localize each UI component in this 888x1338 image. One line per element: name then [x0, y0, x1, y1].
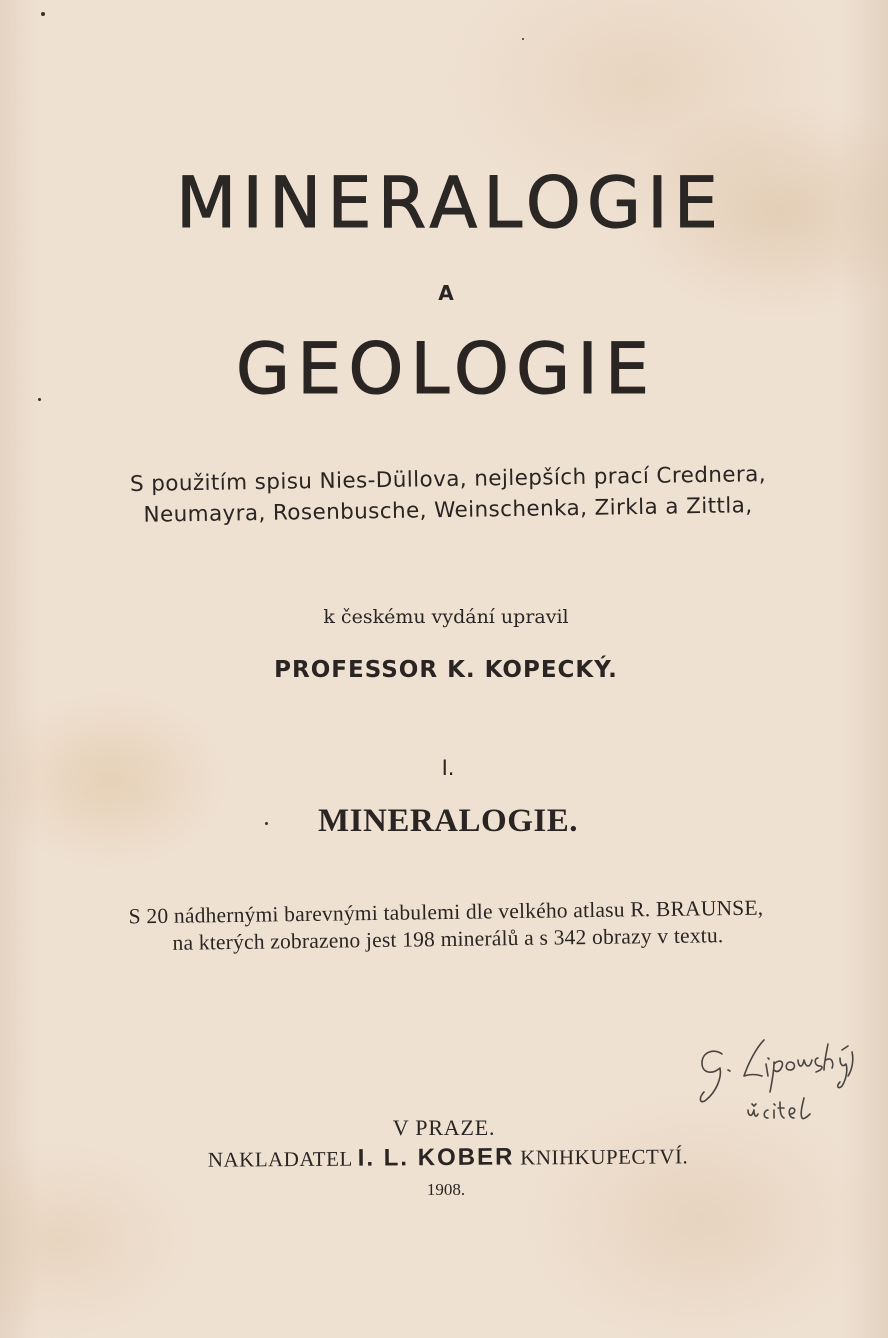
ink-speck [41, 12, 45, 16]
author-name: PROFESSOR K. KOPECKÝ. [274, 657, 618, 683]
ink-speck [265, 822, 268, 825]
volume-number: I. [441, 756, 455, 780]
plates-note-line-2: na kterých zobrazeno jest 198 minerálů a s 342 obrazy v textu. [172, 923, 724, 955]
publisher-suffix: KNIHKUPECTVÍ. [520, 1144, 689, 1170]
plates-note-line-1: S 20 nádhernými barevnými tabulemi dle velkého atlasu R. BRAUNSE, [128, 895, 764, 929]
adapted-by-label: k českému vydání upravil [323, 606, 569, 628]
ink-speck [38, 398, 41, 401]
sources-line-1: S použitím spisu Nies-Düllova, nejlepších prací Crednera, [129, 462, 767, 497]
title-conjunction: A [438, 281, 454, 305]
book-title: MINERALOGIE [175, 162, 725, 244]
publisher-prefix: NAKLADATEL [207, 1146, 353, 1172]
volume-title: MINERALOGIE. [318, 803, 578, 839]
handwritten-signature [692, 1030, 862, 1130]
publisher-line [4, 1143, 888, 1173]
book-subtitle: GEOLOGIE [235, 328, 657, 410]
ink-speck [522, 38, 524, 40]
publication-place: V PRAZE. [392, 1115, 496, 1140]
publisher-name: I. L. KOBER [357, 1143, 515, 1172]
publication-year: 1908. [426, 1180, 466, 1199]
sources-line-2: Neumayra, Rosenbusche, Weinschenka, Zirkla a Zittla, [143, 493, 753, 528]
